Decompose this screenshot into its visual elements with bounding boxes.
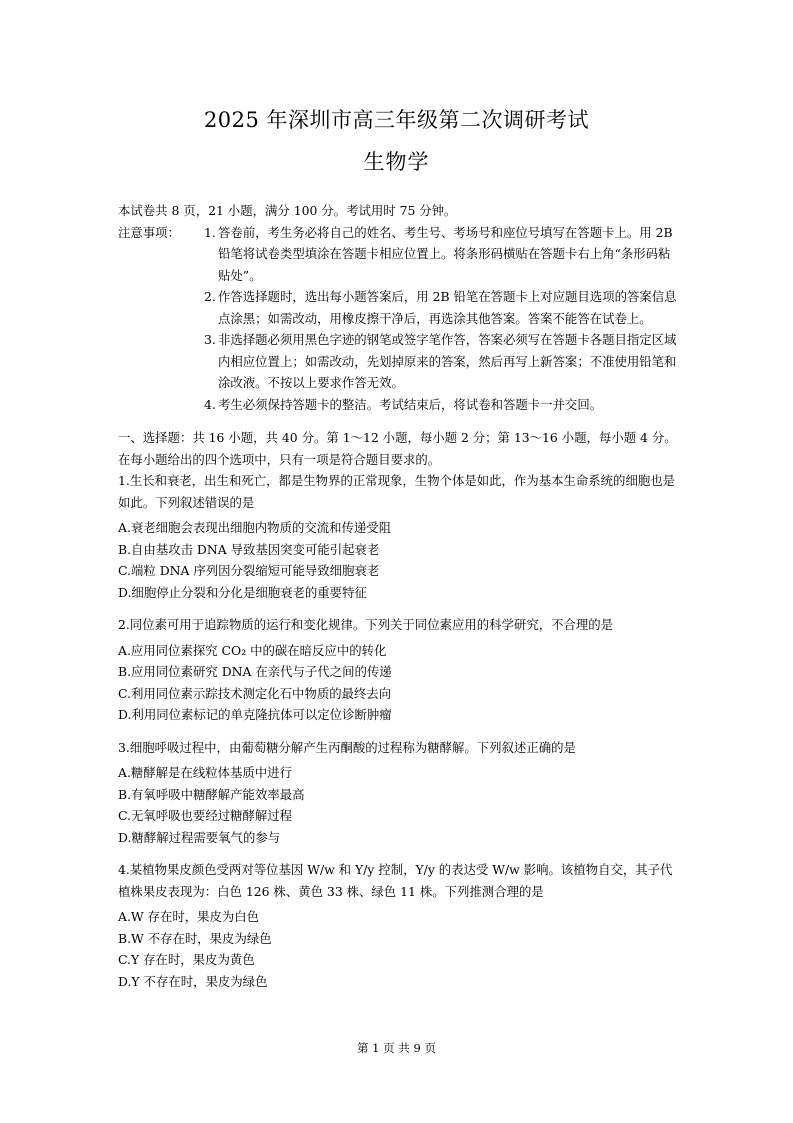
option-c: C.端粒 DNA 序列因分裂缩短可能导致细胞衰老: [118, 563, 380, 578]
page-footer: 第 1 页 共 9 页: [357, 1041, 436, 1055]
exam-title: 2025 年深圳市高三年级第二次调研考试: [203, 108, 590, 132]
notes-list: [118, 222, 678, 416]
note-item: [204, 394, 678, 416]
question-1: [118, 470, 678, 603]
note-number: 1.: [204, 224, 216, 240]
note-number: 3.: [204, 332, 216, 347]
option-a: A.糖酵解是在线粒体基质中进行: [118, 765, 292, 780]
question-stem: 3.细胞呼吸过程中，由葡萄糖分解产生丙酮酸的过程称为糖酵解。下列叙述正确的是: [118, 739, 576, 755]
notes-section: [118, 222, 678, 416]
exam-subject: 生物学: [363, 150, 430, 174]
question-4: [118, 859, 678, 992]
question-3: [118, 737, 678, 849]
option-b: B.应用同位素研究 DNA 在亲代与子代之间的传递: [118, 664, 392, 679]
note-item: [204, 222, 678, 287]
note-text: 作答选择题时，选出每小题答案后，用 2B 铅笔在答题卡上对应题目选项的答案信息点涂黑；如需改动，用橡皮擦干净后，再选涂其他答案。答案不能答在试卷上。: [218, 289, 677, 326]
option-b: B.自由基攻击 DNA 导致基因突变可能引起衰老: [118, 541, 380, 557]
exam-content: [118, 200, 678, 992]
option-c: C.利用同位素示踪技术测定化石中物质的最终去向: [118, 685, 392, 701]
question-options: [118, 762, 678, 848]
question-stem: 4.某植物果皮颜色受两对等位基因 W/w 和 Y/y 控制，Y/y 的表达受 W/w 影响。该植物自交，其子代植株果皮表现为：白色 126 株、黄色 33 株、绿色 11 株。下列推测合理的是: [118, 862, 673, 899]
note-item: [204, 286, 678, 329]
exam-intro: 本试卷共 8 页，21 小题，满分 100 分。考试用时 75 分钟。: [118, 203, 457, 218]
option-d: D.Y 不存在时，果皮为绿色: [118, 973, 268, 989]
question-stem: 2.同位素可用于追踪物质的运行和变化规律。下列关于同位素应用的科学研究，不合理的是: [118, 617, 614, 632]
note-number: 4.: [204, 396, 216, 412]
section-heading: 一、选择题：共 16 小题，共 40 分。第 1～12 小题，每小题 2 分；第 13～16 小题，每小题 4 分。在每小题给出的四个选项中，只有一项是符合题目要求的。: [118, 430, 677, 467]
note-text: 非选择题必须用黑色字迹的钢笔或签字笔作答，答案必须写在答题卡各题目指定区域内相应位置上；如需改动，先划掉原来的答案，然后再写上新答案；不准使用铅笔和涂改液。不按以上要求作答无效。: [218, 332, 677, 390]
question-2: [118, 614, 678, 726]
option-d: D.细胞停止分裂和分化是细胞衰老的重要特征: [118, 584, 367, 600]
note-number: 2.: [204, 289, 216, 304]
note-text: 考生必须保持答题卡的整洁。考试结束后，将试卷和答题卡一并交回。: [218, 396, 603, 412]
question-options: [118, 640, 678, 726]
option-c: C.无氧呼吸也要经过糖酵解过程: [118, 808, 293, 823]
option-c: C.Y 存在时，果皮为黄色: [118, 952, 255, 967]
note-item: [204, 329, 678, 394]
option-b: B.有氧呼吸中糖酵解产能效率最高: [118, 786, 305, 802]
option-a: A.应用同位素探究 CO₂ 中的碳在暗反应中的转化: [118, 642, 387, 658]
option-d: D.糖酵解过程需要氧气的参与: [118, 829, 281, 845]
note-text: 答卷前，考生务必将自己的姓名、考生号、考场号和座位号填写在答题卡上。用 2B 铅笔将试卷类型填涂在答题卡相应位置上。将条形码横贴在答题卡右上角“条形码粘贴处”。: [218, 224, 673, 283]
notes-label: 注意事项：: [118, 224, 180, 240]
option-a: A.衰老细胞会表现出细胞内物质的交流和传递受阻: [118, 520, 392, 535]
option-a: A.W 存在时，果皮为白色: [118, 909, 260, 924]
question-options: [118, 906, 678, 992]
question-stem: 1.生长和衰老，出生和死亡，都是生物界的正常现象，生物个体是如此，作为基本生命系统的细胞也是如此。下列叙述错误的是: [118, 473, 676, 510]
question-options: [118, 517, 678, 603]
option-d: D.利用同位素标记的单克隆抗体可以定位诊断肿瘤: [118, 707, 392, 722]
option-b: B.W 不存在时，果皮为绿色: [118, 930, 272, 946]
